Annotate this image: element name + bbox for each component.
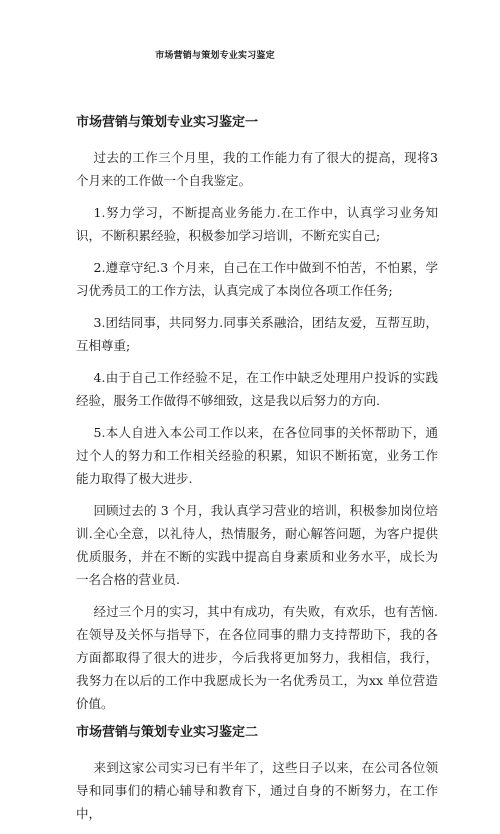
paragraph: 过去的工作三个月里，我的工作能力有了很大的提高，现将3 个月来的工作做一个自我鉴定。 bbox=[76, 150, 438, 188]
paragraph: 4.由于自己工作经验不足，在工作中缺乏处理用户投诉的实践经验，服务工作做得不够细致，这是我以后努力的方向. bbox=[76, 370, 438, 408]
paragraph: 经过三个月的实习，其中有成功，有失败，有欢乐，也有苦恼.在领导及关怀与指导下，在各位同事的鼎力支持帮助下，我的各方面都取得了很大的进步，今后我将更加努力，我相信，我行，我努力在以后的工作中我愿成长为一名优秀员工，为xx 单位营造价值。 bbox=[76, 604, 438, 711]
section-1-heading: 市场营销与策划专业实习鉴定一 bbox=[76, 115, 259, 130]
page-header-title: 市场营销与策划专业实习鉴定 bbox=[155, 51, 275, 61]
section-2-heading: 市场营销与策划专业实习鉴定二 bbox=[76, 725, 259, 740]
paragraph: 5.本人自进入本公司工作以来，在各位同事的关怀帮助下，通过个人的努力和工作相关经验的积累，知识不断拓宽，业务工作能力取得了极大进步. bbox=[76, 425, 438, 486]
paragraph: 1.努力学习，不断提高业务能力.在工作中，认真学习业务知识，不断积累经验，积极参加学习培训，不断充实自己; bbox=[76, 205, 438, 243]
paragraph: 3.团结同事，共同努力.同事关系融洽，团结友爱，互帮互助，互相尊重; bbox=[76, 315, 438, 353]
paragraph: 来到这家公司实习已有半年了，这些日子以来，在公司各位领导和同事们的精心辅导和教育下，通过自身的不断努力，在工作中， bbox=[76, 760, 438, 821]
paragraph: 2.遵章守纪.3 个月来，自己在工作中做到不怕苦，不怕累，学习优秀员工的工作方法，认真完成了本岗位各项工作任务; bbox=[76, 260, 438, 298]
paragraph: 回顾过去的 3 个月，我认真学习营业的培训，积极参加岗位培训.全心全意，以礼待人，热情服务，耐心解答问题，为客户提供优质服务，并在不断的实践中提高自身素质和业务水平，成长为一名合格的营业员. bbox=[76, 503, 438, 587]
document-body bbox=[76, 114, 438, 834]
